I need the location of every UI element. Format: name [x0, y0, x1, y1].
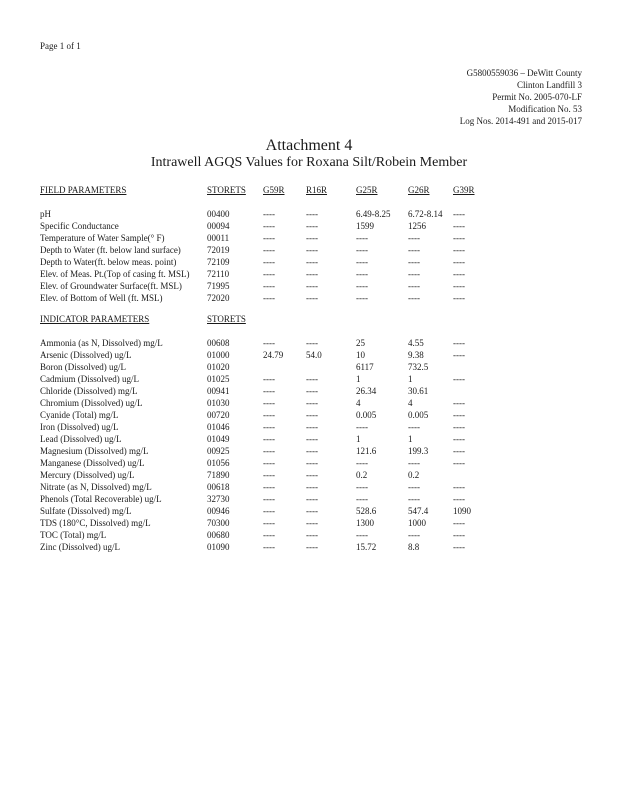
g39r-value [453, 361, 493, 373]
g25r-value: 4 [356, 398, 361, 408]
spacer-cell [40, 196, 493, 208]
g59r-value: ---- [263, 410, 275, 420]
g39r-value: ---- [453, 458, 465, 468]
g59r-value: ---- [263, 530, 275, 540]
g39r-value: ---- [453, 410, 465, 420]
parameter-name: Iron (Dissolved) ug/L [40, 422, 119, 432]
parameter-name: TOC (Total) mg/L [40, 530, 107, 540]
empty-heading-cell [453, 313, 493, 325]
storet-code: 01056 [207, 458, 230, 468]
r16r-value: ---- [306, 374, 318, 384]
g39r-value: 1090 [453, 506, 471, 516]
meta-line: Log Nos. 2014-491 and 2015-017 [459, 116, 582, 126]
parameter-name: Ammonia (as N, Dissolved) mg/L [40, 338, 163, 348]
field-header-row [40, 184, 493, 196]
r16r-value: ---- [306, 386, 318, 396]
storet-code: 01030 [207, 398, 230, 408]
g39r-value: ---- [453, 245, 465, 255]
r16r-value [306, 361, 356, 373]
storet-code: 72019 [207, 245, 230, 255]
meta-line: Clinton Landfill 3 [517, 80, 582, 90]
parameter-name: Lead (Dissolved) ug/L [40, 434, 122, 444]
r16r-value: ---- [306, 338, 318, 348]
g59r-value: ---- [263, 506, 275, 516]
g26r-value: ---- [408, 245, 420, 255]
storet-code: 72109 [207, 257, 230, 267]
r16r-value: ---- [306, 530, 318, 540]
table-row [40, 373, 493, 385]
g59r-value: ---- [263, 446, 275, 456]
parameter-name: Manganese (Dissolved) ug/L [40, 458, 145, 468]
storet-code: 01090 [207, 542, 230, 552]
r16r-value: ---- [306, 446, 318, 456]
table-row [40, 220, 493, 232]
g25r-value: 1599 [356, 221, 374, 231]
well-g25r-heading: G25R [356, 185, 378, 195]
storet-code: 70300 [207, 518, 230, 528]
storet-code: 72110 [207, 269, 230, 279]
g26r-value: 732.5 [408, 362, 429, 372]
storet-code: 00618 [207, 482, 230, 492]
g59r-value: 24.79 [263, 350, 284, 360]
table-row [40, 529, 493, 541]
storet-code: 71995 [207, 281, 230, 291]
field-parameters-table [40, 184, 493, 304]
indicator-parameters-table [40, 313, 493, 553]
parameter-name: Elev. of Groundwater Surface(ft. MSL) [40, 281, 182, 291]
g26r-value: 0.2 [408, 470, 420, 480]
meta-line: G5800559036 – DeWitt County [466, 68, 582, 78]
r16r-value: ---- [306, 233, 318, 243]
storet-code: 32730 [207, 494, 230, 504]
g26r-value: 4.55 [408, 338, 424, 348]
g39r-value: ---- [453, 518, 465, 528]
parameter-name: Magnesium (Dissolved) mg/L [40, 446, 149, 456]
g26r-value: ---- [408, 281, 420, 291]
table-row [40, 244, 493, 256]
g25r-value: ---- [356, 233, 368, 243]
g59r-value: ---- [263, 398, 275, 408]
parameter-name: Cyanide (Total) mg/L [40, 410, 119, 420]
g26r-value: ---- [408, 494, 420, 504]
g26r-value: 9.38 [408, 350, 424, 360]
g25r-value: 25 [356, 338, 365, 348]
g39r-value: ---- [453, 350, 465, 360]
g39r-value: ---- [453, 293, 465, 303]
parameter-name: Mercury (Dissolved) ug/L [40, 470, 135, 480]
g26r-value: 1000 [408, 518, 426, 528]
r16r-value: ---- [306, 422, 318, 432]
g26r-value: ---- [408, 293, 420, 303]
g26r-value: ---- [408, 269, 420, 279]
g25r-value: 1 [356, 374, 361, 384]
g39r-value: ---- [453, 398, 465, 408]
well-r16r-heading: R16R [306, 185, 328, 195]
r16r-value: ---- [306, 398, 318, 408]
empty-heading-cell [408, 313, 453, 325]
table-row [40, 361, 493, 373]
parameter-name: Arsenic (Dissolved) ug/L [40, 350, 132, 360]
g26r-value: 1256 [408, 221, 426, 231]
g25r-value: 1 [356, 434, 361, 444]
r16r-value: ---- [306, 542, 318, 552]
g39r-value: ---- [453, 530, 465, 540]
g39r-value: ---- [453, 434, 465, 444]
g39r-value [453, 385, 493, 397]
storet-code: 00925 [207, 446, 230, 456]
g25r-value: ---- [356, 458, 368, 468]
storet-code: 00946 [207, 506, 230, 516]
g25r-value: ---- [356, 281, 368, 291]
parameter-name: Elev. of Meas. Pt.(Top of casing ft. MSL) [40, 269, 190, 279]
table-row [40, 481, 493, 493]
g26r-value: 4 [408, 398, 413, 408]
g26r-value: 547.4 [408, 506, 429, 516]
table-row [40, 280, 493, 292]
parameter-name: pH [40, 209, 51, 219]
g25r-value: 1300 [356, 518, 374, 528]
spacer-cell [40, 325, 493, 337]
parameter-name: Temperature of Water Sample(° F) [40, 233, 165, 243]
parameter-name: Zinc (Dissolved) ug/L [40, 542, 120, 552]
g25r-value: ---- [356, 422, 368, 432]
r16r-value: ---- [306, 434, 318, 444]
g39r-value: ---- [453, 281, 465, 291]
parameter-name: Cadmium (Dissolved) ug/L [40, 374, 139, 384]
parameter-name: Boron (Dissolved) ug/L [40, 362, 126, 372]
g39r-value: ---- [453, 494, 465, 504]
g26r-value: 6.72-8.14 [408, 209, 443, 219]
g59r-value: ---- [263, 233, 275, 243]
g59r-value: ---- [263, 257, 275, 267]
g39r-value: ---- [453, 257, 465, 267]
g39r-value: ---- [453, 233, 465, 243]
g25r-value: 15.72 [356, 542, 377, 552]
storet-code: 71890 [207, 470, 230, 480]
indicator-header-row [40, 313, 493, 325]
table-row [40, 469, 493, 481]
g59r-value: ---- [263, 422, 275, 432]
g25r-value: 10 [356, 350, 365, 360]
parameter-name: Elev. of Bottom of Well (ft. MSL) [40, 293, 163, 303]
parameter-name: Specific Conductance [40, 221, 119, 231]
g59r-value: ---- [263, 542, 275, 552]
g39r-value: ---- [453, 446, 465, 456]
table-row [40, 493, 493, 505]
table-row [40, 337, 493, 349]
table-row [40, 256, 493, 268]
g25r-value: ---- [356, 245, 368, 255]
parameter-name: TDS (180°C, Dissolved) mg/L [40, 518, 151, 528]
g25r-value: 26.34 [356, 386, 377, 396]
parameter-name: Depth to Water (ft. below land surface) [40, 245, 181, 255]
g59r-value: ---- [263, 482, 275, 492]
g25r-value: ---- [356, 257, 368, 267]
r16r-value: ---- [306, 470, 318, 480]
g59r-value: ---- [263, 386, 275, 396]
r16r-value: ---- [306, 221, 318, 231]
storet-code: 01025 [207, 374, 230, 384]
table-row [40, 457, 493, 469]
storet-code: 00094 [207, 221, 230, 231]
g59r-value: ---- [263, 245, 275, 255]
storet-code: 00720 [207, 410, 230, 420]
storet-code: 00941 [207, 386, 230, 396]
g26r-value: ---- [408, 422, 420, 432]
parameter-name: Depth to Water(ft. below meas. point) [40, 257, 177, 267]
table-spacer [40, 196, 493, 208]
g26r-value: 1 [408, 374, 413, 384]
g39r-value: ---- [453, 542, 465, 552]
g25r-value: ---- [356, 494, 368, 504]
document-subtitle: Intrawell AGQS Values for Roxana Silt/Robein Member [150, 155, 468, 170]
g39r-value: ---- [453, 422, 465, 432]
g26r-value: ---- [408, 482, 420, 492]
r16r-value: ---- [306, 209, 318, 219]
empty-heading-cell [263, 313, 306, 325]
parameter-name: Sulfate (Dissolved) mg/L [40, 506, 132, 516]
storet-code: 01046 [207, 422, 230, 432]
parameter-name: Chromium (Dissolved) ug/L [40, 398, 143, 408]
g25r-value: 0.005 [356, 410, 377, 420]
table-row [40, 445, 493, 457]
well-g39r-heading: G39R [453, 185, 475, 195]
g59r-value: ---- [263, 458, 275, 468]
storets-heading: STORETS [207, 314, 246, 324]
g59r-value: ---- [263, 221, 275, 231]
r16r-value: ---- [306, 281, 318, 291]
table-row [40, 349, 493, 361]
r16r-value: ---- [306, 293, 318, 303]
g59r-value: ---- [263, 470, 275, 480]
empty-heading-cell [306, 313, 356, 325]
g39r-value: ---- [453, 209, 465, 219]
g25r-value: ---- [356, 530, 368, 540]
r16r-value: ---- [306, 458, 318, 468]
parameter-name: Nitrate (as N, Dissolved) mg/L [40, 482, 152, 492]
table-row [40, 541, 493, 553]
storet-code: 00608 [207, 338, 230, 348]
table-spacer [40, 325, 493, 337]
table-row [40, 292, 493, 304]
g26r-value: ---- [408, 458, 420, 468]
g26r-value: 30.61 [408, 386, 429, 396]
g25r-value: 0.2 [356, 470, 368, 480]
g25r-value: 6117 [356, 362, 374, 372]
r16r-value: ---- [306, 245, 318, 255]
g39r-value [453, 469, 493, 481]
table-row [40, 268, 493, 280]
g25r-value: ---- [356, 293, 368, 303]
r16r-value: 54.0 [306, 350, 322, 360]
storet-code: 00011 [207, 233, 230, 243]
r16r-value: ---- [306, 506, 318, 516]
table-row [40, 421, 493, 433]
parameter-name: Phenols (Total Recoverable) ug/L [40, 494, 162, 504]
g39r-value: ---- [453, 221, 465, 231]
g59r-value: ---- [263, 338, 275, 348]
storet-code: 01020 [207, 362, 230, 372]
r16r-value: ---- [306, 482, 318, 492]
table-row [40, 397, 493, 409]
storet-code: 00680 [207, 530, 230, 540]
g25r-value: ---- [356, 482, 368, 492]
g26r-value: ---- [408, 257, 420, 267]
g39r-value: ---- [453, 374, 465, 384]
meta-line: Modification No. 53 [508, 104, 582, 114]
table-row [40, 433, 493, 445]
g59r-value: ---- [263, 209, 275, 219]
r16r-value: ---- [306, 410, 318, 420]
g59r-value: ---- [263, 293, 275, 303]
table-row [40, 517, 493, 529]
g59r-value: ---- [263, 494, 275, 504]
r16r-value: ---- [306, 518, 318, 528]
g59r-value: ---- [263, 269, 275, 279]
g39r-value: ---- [453, 338, 465, 348]
document-title: Attachment 4 [265, 137, 353, 154]
g59r-value: ---- [263, 434, 275, 444]
table-row [40, 232, 493, 244]
storet-code: 00400 [207, 209, 230, 219]
table-row [40, 505, 493, 517]
table-row [40, 385, 493, 397]
g26r-value: 8.8 [408, 542, 420, 552]
permit-metadata-block [460, 67, 582, 127]
storet-code: 01049 [207, 434, 230, 444]
g26r-value: ---- [408, 530, 420, 540]
g25r-value: 6.49-8.25 [356, 209, 391, 219]
table-row [40, 409, 493, 421]
g26r-value: 0.005 [408, 410, 429, 420]
r16r-value: ---- [306, 494, 318, 504]
storet-code: 72020 [207, 293, 230, 303]
g25r-value: 121.6 [356, 446, 377, 456]
well-g26r-heading: G26R [408, 185, 430, 195]
page-number-label: Page 1 of 1 [40, 41, 81, 51]
g26r-value: 199.3 [408, 446, 429, 456]
g26r-value: 1 [408, 434, 413, 444]
g59r-value: ---- [263, 281, 275, 291]
g39r-value: ---- [453, 269, 465, 279]
empty-heading-cell [356, 313, 408, 325]
storets-heading: STORETS [207, 185, 246, 195]
r16r-value: ---- [306, 257, 318, 267]
g59r-value: ---- [263, 374, 275, 384]
storet-code: 01000 [207, 350, 230, 360]
parameter-name: Chloride (Dissolved) mg/L [40, 386, 138, 396]
g39r-value: ---- [453, 482, 465, 492]
g59r-value [263, 361, 306, 373]
table-row [40, 208, 493, 220]
g26r-value: ---- [408, 233, 420, 243]
g25r-value: 528.6 [356, 506, 377, 516]
g59r-value: ---- [263, 518, 275, 528]
meta-line: Permit No. 2005-070-LF [492, 92, 582, 102]
well-g59r-heading: G59R [263, 185, 285, 195]
field-parameters-heading: FIELD PARAMETERS [40, 185, 127, 195]
r16r-value: ---- [306, 269, 318, 279]
g25r-value: ---- [356, 269, 368, 279]
indicator-parameters-heading: INDICATOR PARAMETERS [40, 314, 150, 324]
